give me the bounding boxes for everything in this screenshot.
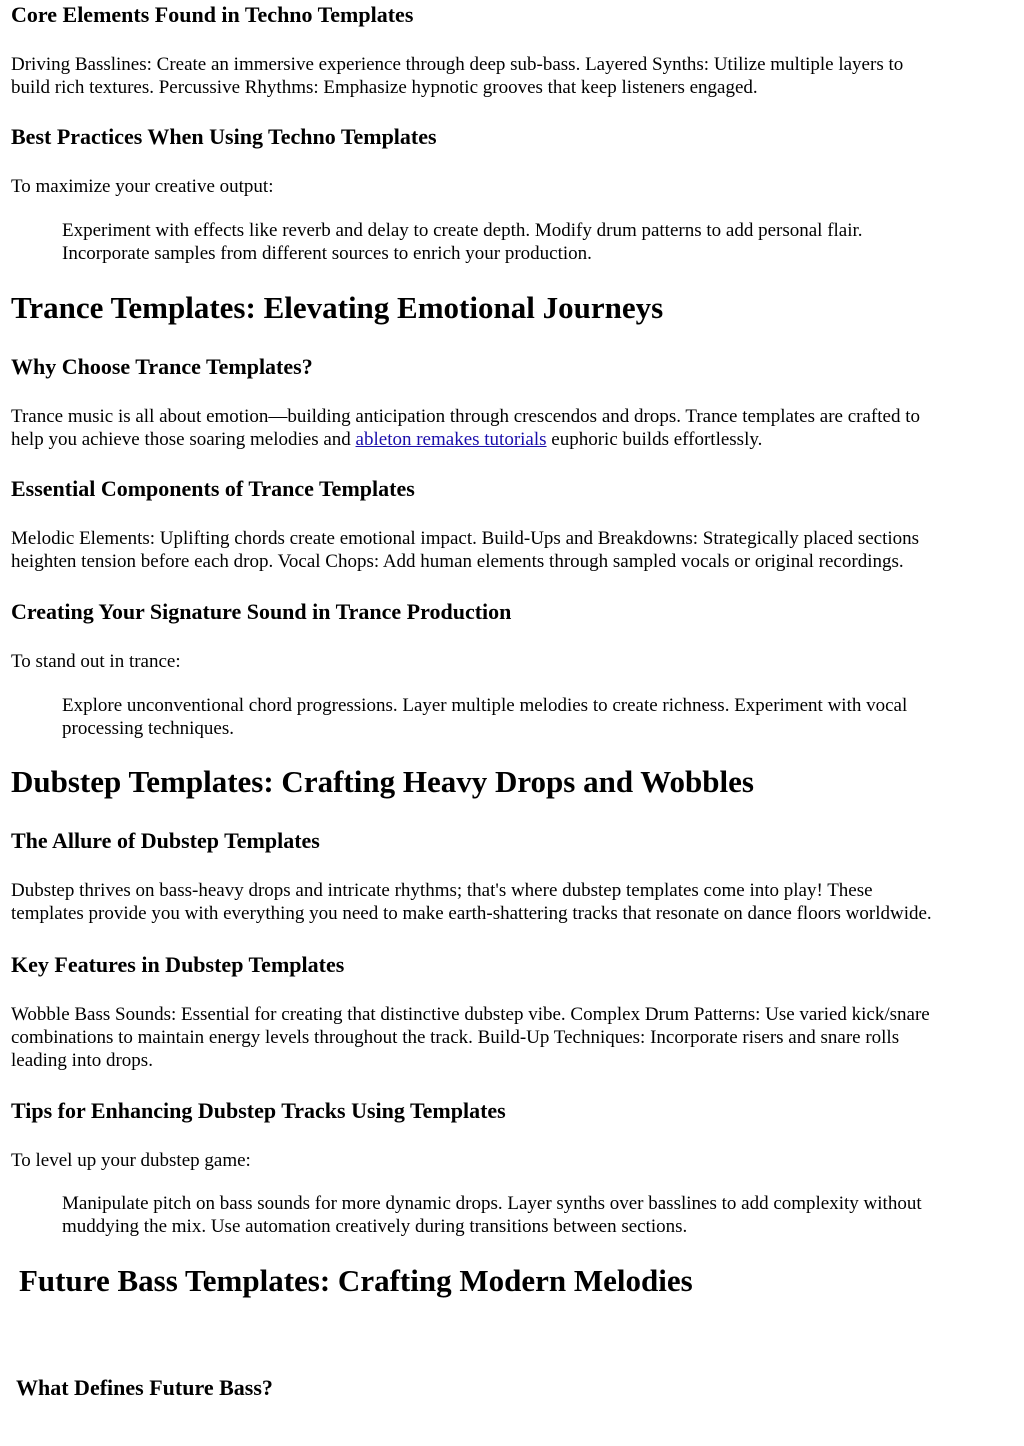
paragraph-line: leading into drops. xyxy=(11,1050,153,1071)
blockquote-trance-tips xyxy=(62,694,907,740)
heading-dubstep-templates: Dubstep Templates: Crafting Heavy Drops and Wobbles xyxy=(11,764,754,799)
paragraph-line: Melodic Elements: Uplifting chords create emotional impact. Build-Ups and Breakdowns: Strategically placed sections xyxy=(11,528,920,549)
paragraph-why-trance xyxy=(11,405,920,451)
heading-trance-templates: Trance Templates: Elevating Emotional Journeys xyxy=(11,290,664,325)
heading-dubstep-tips: Tips for Enhancing Dubstep Tracks Using Templates xyxy=(11,1098,506,1123)
heading-dubstep-features: Key Features in Dubstep Templates xyxy=(11,952,345,977)
paragraph-techno-core-elements xyxy=(11,53,903,99)
paragraph-trance-intro: To stand out in trance: xyxy=(11,651,181,672)
blockquote-dubstep-tips xyxy=(62,1192,922,1238)
paragraph-line: build rich textures. Percussive Rhythms: Emphasize hypnotic grooves that keep listeners engaged. xyxy=(11,77,758,98)
paragraph-dubstep-allure xyxy=(11,879,932,925)
heading-techno-core-elements: Core Elements Found in Techno Templates xyxy=(11,2,414,27)
paragraph-line: combinations to maintain energy levels throughout the track. Build-Up Techniques: Incorporate risers and snare rolls xyxy=(11,1027,900,1048)
ableton-remakes-tutorials-link[interactable]: ableton remakes tutorials xyxy=(355,429,547,450)
paragraph-line: Driving Basslines: Create an immersive experience through deep sub-bass. Layered Synths: Utilize multiple layers to xyxy=(11,54,904,75)
paragraph-line: Trance music is all about emotion—building anticipation through crescendos and drops. Trance templates are crafted to xyxy=(11,406,920,427)
paragraph-dubstep-intro: To level up your dubstep game: xyxy=(11,1150,251,1171)
paragraph-dubstep-features xyxy=(11,1003,930,1072)
blockquote-line: Manipulate pitch on bass sounds for more dynamic drops. Layer synths over basslines to add complexity without xyxy=(62,1193,922,1214)
heading-techno-best-practices: Best Practices When Using Techno Templates xyxy=(11,124,437,149)
heading-what-defines-future-bass: What Defines Future Bass? xyxy=(16,1375,273,1400)
paragraph-line: Wobble Bass Sounds: Essential for creating that distinctive dubstep vibe. Complex Drum Patterns: Use varied kick/snare xyxy=(11,1004,930,1025)
paragraph-techno-intro: To maximize your creative output: xyxy=(11,176,274,197)
heading-future-bass-templates: Future Bass Templates: Crafting Modern Melodies xyxy=(19,1263,693,1298)
paragraph-line: Dubstep thrives on bass-heavy drops and intricate rhythms; that's where dubstep templates come into play! These xyxy=(11,880,873,901)
blockquote-line: muddying the mix. Use automation creatively during transitions between sections. xyxy=(62,1216,688,1237)
text-fragment: help you achieve those soaring melodies and xyxy=(11,429,356,450)
blockquote-line: Experiment with effects like reverb and delay to create depth. Modify drum patterns to add personal flair. xyxy=(62,220,863,241)
paragraph-line: templates provide you with everything you need to make earth-shattering tracks that resonate on dance floors worldwide. xyxy=(11,903,932,924)
heading-dubstep-allure: The Allure of Dubstep Templates xyxy=(11,828,320,853)
paragraph-line xyxy=(11,428,920,451)
paragraph-trance-components xyxy=(11,527,919,573)
text-fragment: euphoric builds effortlessly. xyxy=(546,429,763,450)
blockquote-line: processing techniques. xyxy=(62,718,235,739)
blockquote-techno-tips xyxy=(62,219,863,265)
heading-why-trance: Why Choose Trance Templates? xyxy=(11,354,313,379)
blockquote-line: Explore unconventional chord progressions. Layer multiple melodies to create richness. Experiment with vocal xyxy=(62,695,908,716)
heading-trance-components: Essential Components of Trance Templates xyxy=(11,476,415,501)
blockquote-line: Incorporate samples from different sources to enrich your production. xyxy=(62,243,592,264)
heading-trance-signature: Creating Your Signature Sound in Trance Production xyxy=(11,599,512,624)
paragraph-line: heighten tension before each drop. Vocal Chops: Add human elements through sampled vocals or original recordings. xyxy=(11,551,904,572)
